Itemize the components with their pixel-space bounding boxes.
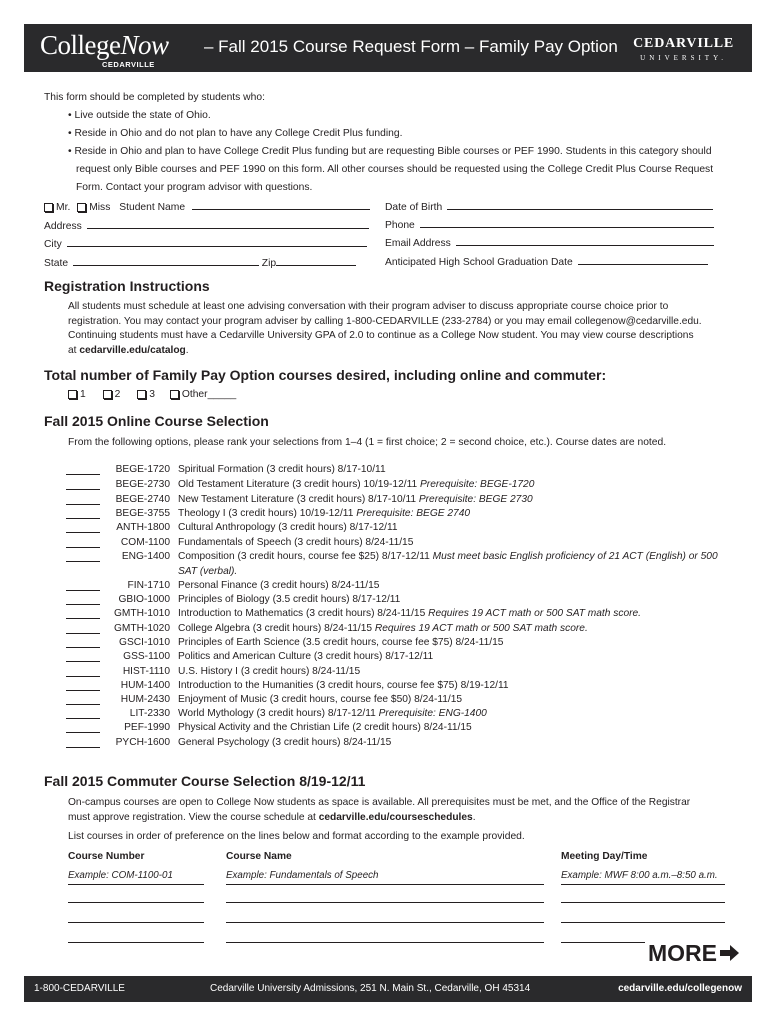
more-indicator xyxy=(648,940,740,967)
address-row xyxy=(44,219,369,232)
commuter-instructions: List courses in order of preference on the lines below and format according to the example provided. xyxy=(68,831,525,842)
course-desc xyxy=(178,594,400,605)
logo-college-text: College xyxy=(40,30,121,60)
course-desc-text: Enjoyment of Music (3 credit hours, course fee $50) 8/24-11/15 xyxy=(178,694,463,705)
university-logo xyxy=(633,36,734,62)
example-course-name: Example: Fundamentals of Speech xyxy=(226,870,544,885)
phone-field[interactable] xyxy=(420,218,714,228)
course-desc-text: Introduction to Mathematics (3 credit hours) 8/24-11/15 xyxy=(178,608,429,619)
email-row xyxy=(385,236,714,249)
intro-bullet-cont: Form. Contact your program advisor with questions. xyxy=(76,182,313,193)
student-name-label: Student Name xyxy=(119,202,186,213)
miss-checkbox[interactable] xyxy=(77,203,86,212)
course-desc-text: General Psychology (3 credit hours) 8/24-11/15 xyxy=(178,737,392,748)
course-desc xyxy=(178,680,509,691)
more-label: MORE xyxy=(648,940,717,966)
option-1-label: 1 xyxy=(80,389,86,400)
state-label: State xyxy=(44,258,69,269)
commuter-line2-suffix: . xyxy=(472,811,476,823)
email-field[interactable] xyxy=(456,236,714,246)
course-desc xyxy=(178,666,360,677)
course-desc-text: Principles of Biology (3.5 credit hours) 8/17-12/11 xyxy=(178,594,401,605)
registration-line: registration. You may contact your program adviser by calling 1-800-CEDARVILLE (233-2784) or you may email collegenow@cedarville.edu. xyxy=(68,315,702,327)
course-desc xyxy=(178,537,413,548)
option-3-checkbox[interactable] xyxy=(137,390,146,399)
course-row xyxy=(66,594,746,608)
course-desc xyxy=(178,464,386,475)
course-code: HUM-1400 xyxy=(120,680,170,691)
registration-line: Continuing students must have a Cedarville University GPA of 2.0 to continue as a College Now student. You may view course descriptions xyxy=(68,330,694,341)
state-field[interactable] xyxy=(73,256,259,266)
course-prerequisite: Prerequisite: BEGE 2730 xyxy=(418,494,533,505)
course-desc-text: Composition (3 credit hours, course fee $25) 8/17-12/11 xyxy=(178,551,433,562)
logo-sub-text: CEDARVILLE xyxy=(102,60,155,69)
course-code: HIST-1110 xyxy=(122,666,170,677)
option-3-label: 3 xyxy=(149,389,155,400)
address-field[interactable] xyxy=(87,219,369,229)
course-row xyxy=(66,551,746,565)
course-desc-text: Principles of Earth Science (3.5 credit hours, course fee $75) 8/24-11/15 xyxy=(178,637,504,648)
course-code: FIN-1710 xyxy=(127,580,170,591)
example-course-number: Example: COM-1100-01 xyxy=(68,870,204,885)
course-code: PEF-1990 xyxy=(124,722,170,733)
footer-phone: 1-800-CEDARVILLE xyxy=(34,983,125,994)
logo-now-text: Now xyxy=(120,30,169,60)
footer-address: Cedarville University Admissions, 251 N. Main St., Cedarville, OH 45314 xyxy=(210,983,531,994)
course-desc xyxy=(178,479,534,490)
course-desc-text: Theology I (3 credit hours) 10/19-12/11 xyxy=(178,508,357,519)
course-prerequisite: SAT (verbal). xyxy=(178,566,238,577)
course-number-line[interactable] xyxy=(68,921,204,923)
col-course-number: Course Number xyxy=(68,851,145,862)
university-sub: UNIVERSITY. xyxy=(640,54,727,62)
option-other-checkbox[interactable] xyxy=(170,390,179,399)
course-row xyxy=(66,608,746,622)
course-row xyxy=(66,708,746,722)
course-row xyxy=(66,566,746,580)
total-options xyxy=(68,389,236,400)
meeting-time-line[interactable] xyxy=(561,901,725,903)
catalog-link[interactable]: cedarville.edu/catalog xyxy=(79,344,186,356)
course-desc xyxy=(178,566,237,577)
course-code: BEGE-1720 xyxy=(115,464,170,475)
dob-row xyxy=(385,200,713,213)
course-desc xyxy=(178,737,391,748)
course-name-line[interactable] xyxy=(226,921,544,923)
course-desc-text: New Testament Literature (3 credit hours) 8/17-10/11 xyxy=(178,494,419,505)
registration-line: All students must schedule at least one advising conversation with their program adviser to discuss appropriate course choice prior to xyxy=(68,301,669,312)
course-code: GMTH-1010 xyxy=(113,608,170,619)
course-row xyxy=(66,580,746,594)
course-prerequisite: Prerequisite: BEGE-1720 xyxy=(420,479,535,490)
commuter-line2-prefix: must approve registration. View the course schedule at xyxy=(68,811,319,823)
zip-field[interactable] xyxy=(276,256,356,266)
course-code: BEGE-3755 xyxy=(115,508,170,519)
courseschedules-link[interactable]: cedarville.edu/courseschedules xyxy=(318,811,473,823)
course-name-line[interactable] xyxy=(226,941,544,943)
course-row xyxy=(66,479,746,493)
course-desc-text: Politics and American Culture (3 credit hours) 8/17-12/11 xyxy=(178,651,434,662)
course-desc-text: Old Testament Literature (3 credit hours) 10/19-12/11 xyxy=(178,479,420,490)
total-heading: Total number of Family Pay Option courses desired, including online and commuter: xyxy=(44,367,607,383)
city-row xyxy=(44,237,367,250)
course-prerequisite: Prerequisite: BEGE 2740 xyxy=(356,508,471,519)
online-heading: Fall 2015 Online Course Selection xyxy=(44,413,269,429)
course-desc-text: Fundamentals of Speech (3 credit hours) 8/24-11/15 xyxy=(178,537,414,548)
course-code: BEGE-2730 xyxy=(115,479,170,490)
commuter-line xyxy=(68,811,748,826)
college-now-logo xyxy=(40,30,169,69)
address-label: Address xyxy=(44,221,82,232)
course-prerequisite: Must meet basic English proficiency of 21 ACT (English) or 500 xyxy=(432,551,718,562)
option-2-label: 2 xyxy=(114,389,121,400)
grad-label: Anticipated High School Graduation Date xyxy=(385,257,573,268)
course-row xyxy=(66,537,746,551)
option-1-checkbox[interactable] xyxy=(68,390,77,399)
course-row xyxy=(66,522,746,536)
course-row xyxy=(66,722,746,736)
course-desc xyxy=(178,608,641,619)
university-name: CEDARVILLE xyxy=(633,36,734,51)
form-title: – Fall 2015 Course Request Form – Family Pay Option xyxy=(204,37,618,56)
dob-field[interactable] xyxy=(447,200,713,210)
state-row xyxy=(44,256,356,269)
course-row xyxy=(66,623,746,637)
dob-label: Date of Birth xyxy=(385,202,443,213)
course-row xyxy=(66,637,746,651)
course-prerequisite: Prerequisite: ENG-1400 xyxy=(378,708,487,719)
course-desc xyxy=(178,708,487,719)
mr-label: Mr. xyxy=(56,202,71,213)
online-note: From the following options, please rank your selections from 1–4 (1 = first choice; 2 = second choice, etc.). Course dates are noted. xyxy=(68,437,667,448)
course-desc-text: Physical Activity and the Christian Life (2 credit hours) 8/24-11/15 xyxy=(178,722,472,733)
registration-line xyxy=(68,344,748,359)
option-2-checkbox[interactable] xyxy=(103,390,112,399)
example-meeting-time: Example: MWF 8:00 a.m.–8:50 a.m. xyxy=(561,870,725,885)
course-desc xyxy=(178,623,588,634)
course-prerequisite: Requires 19 ACT math or 500 SAT math score. xyxy=(374,623,588,634)
city-field[interactable] xyxy=(67,237,367,247)
course-desc xyxy=(178,722,472,733)
student-name-field[interactable] xyxy=(192,200,370,210)
course-desc xyxy=(178,637,503,648)
course-number-line[interactable] xyxy=(68,901,204,903)
intro-bullet: • Reside in Ohio and plan to have College Credit Plus funding but are requesting Bible courses or PEF 1990. Students in this category should xyxy=(68,146,712,157)
course-code: GSS-1100 xyxy=(123,651,170,662)
course-desc xyxy=(178,694,462,705)
course-row xyxy=(66,694,746,708)
col-course-name: Course Name xyxy=(226,851,292,862)
course-code: COM-1100 xyxy=(120,537,170,548)
registration-last-suffix: . xyxy=(185,344,189,356)
meeting-time-line[interactable] xyxy=(561,921,725,923)
footer-bar xyxy=(24,976,752,1002)
miss-label: Miss xyxy=(89,202,111,213)
course-code: BEGE-2740 xyxy=(115,494,170,505)
course-desc-text: College Algebra (3 credit hours) 8/24-11/15 xyxy=(178,623,375,634)
phone-label: Phone xyxy=(385,220,415,231)
registration-heading: Registration Instructions xyxy=(44,278,210,294)
course-desc-text: Introduction to the Humanities (3 credit hours, course fee $75) 8/19-12/11 xyxy=(178,680,509,691)
course-desc-text: World Mythology (3 credit hours) 8/17-12/11 xyxy=(178,708,379,719)
course-desc xyxy=(178,494,533,505)
course-row xyxy=(66,508,746,522)
option-other-label: Other_____ xyxy=(181,389,237,400)
course-row xyxy=(66,494,746,508)
intro-bullet: • Reside in Ohio and do not plan to have any College Credit Plus funding. xyxy=(68,128,403,139)
zip-label: Zip xyxy=(261,258,277,269)
commuter-line: On-campus courses are open to College Now students as space is available. All prerequisites must be met, and the Office of the Registrar xyxy=(68,797,691,808)
course-code: GSCI-1010 xyxy=(119,637,170,648)
course-desc xyxy=(178,580,379,591)
course-desc-text: Spiritual Formation (3 credit hours) 8/17-10/11 xyxy=(178,464,386,475)
course-prerequisite: Requires 19 ACT math or 500 SAT math score. xyxy=(428,608,642,619)
course-code: HUM-2430 xyxy=(120,694,170,705)
course-code: LIT-2330 xyxy=(129,708,170,719)
course-code: GBIO-1000 xyxy=(118,594,170,605)
intro-bullet: • Live outside the state of Ohio. xyxy=(68,110,211,121)
course-row xyxy=(66,680,746,694)
grad-row xyxy=(385,255,708,268)
course-desc xyxy=(178,651,433,662)
course-code: PYCH-1600 xyxy=(115,737,170,748)
registration-last-prefix: at xyxy=(68,344,80,356)
course-desc xyxy=(178,508,470,519)
course-row xyxy=(66,464,746,478)
course-desc-text: Personal Finance (3 credit hours) 8/24-11/15 xyxy=(178,580,380,591)
footer-web-link[interactable]: cedarville.edu/collegenow xyxy=(618,983,742,994)
course-row xyxy=(66,651,746,665)
course-desc-text: U.S. History I (3 credit hours) 8/24-11/15 xyxy=(178,666,361,677)
header-banner xyxy=(24,24,752,72)
course-desc-text: Cultural Anthropology (3 credit hours) 8/17-12/11 xyxy=(178,522,398,533)
course-desc xyxy=(178,551,718,562)
course-row xyxy=(66,666,746,680)
course-desc xyxy=(178,522,398,533)
commuter-text xyxy=(68,796,748,825)
arrow-right-icon xyxy=(720,944,740,962)
course-number-line[interactable] xyxy=(68,941,204,943)
registration-text xyxy=(68,300,748,358)
col-meeting-time: Meeting Day/Time xyxy=(561,851,648,862)
intro-lead: This form should be completed by students who: xyxy=(44,92,265,103)
intro-bullet-cont: request only Bible courses and PEF 1990 on this form. All other courses should be requested using the College Credit Plus Course Request xyxy=(76,164,714,175)
course-code: ANTH-1800 xyxy=(116,522,170,533)
name-row xyxy=(44,200,370,213)
course-name-line[interactable] xyxy=(226,901,544,903)
commuter-heading: Fall 2015 Commuter Course Selection 8/19-12/11 xyxy=(44,773,366,789)
grad-field[interactable] xyxy=(578,255,708,265)
mr-checkbox[interactable] xyxy=(44,203,53,212)
phone-row xyxy=(385,218,714,231)
course-code: GMTH-1020 xyxy=(113,623,170,634)
course-code: ENG-1400 xyxy=(121,551,170,562)
meeting-time-line[interactable] xyxy=(561,941,645,943)
course-row xyxy=(66,737,746,751)
email-label: Email Address xyxy=(385,238,451,249)
city-label: City xyxy=(44,239,62,250)
